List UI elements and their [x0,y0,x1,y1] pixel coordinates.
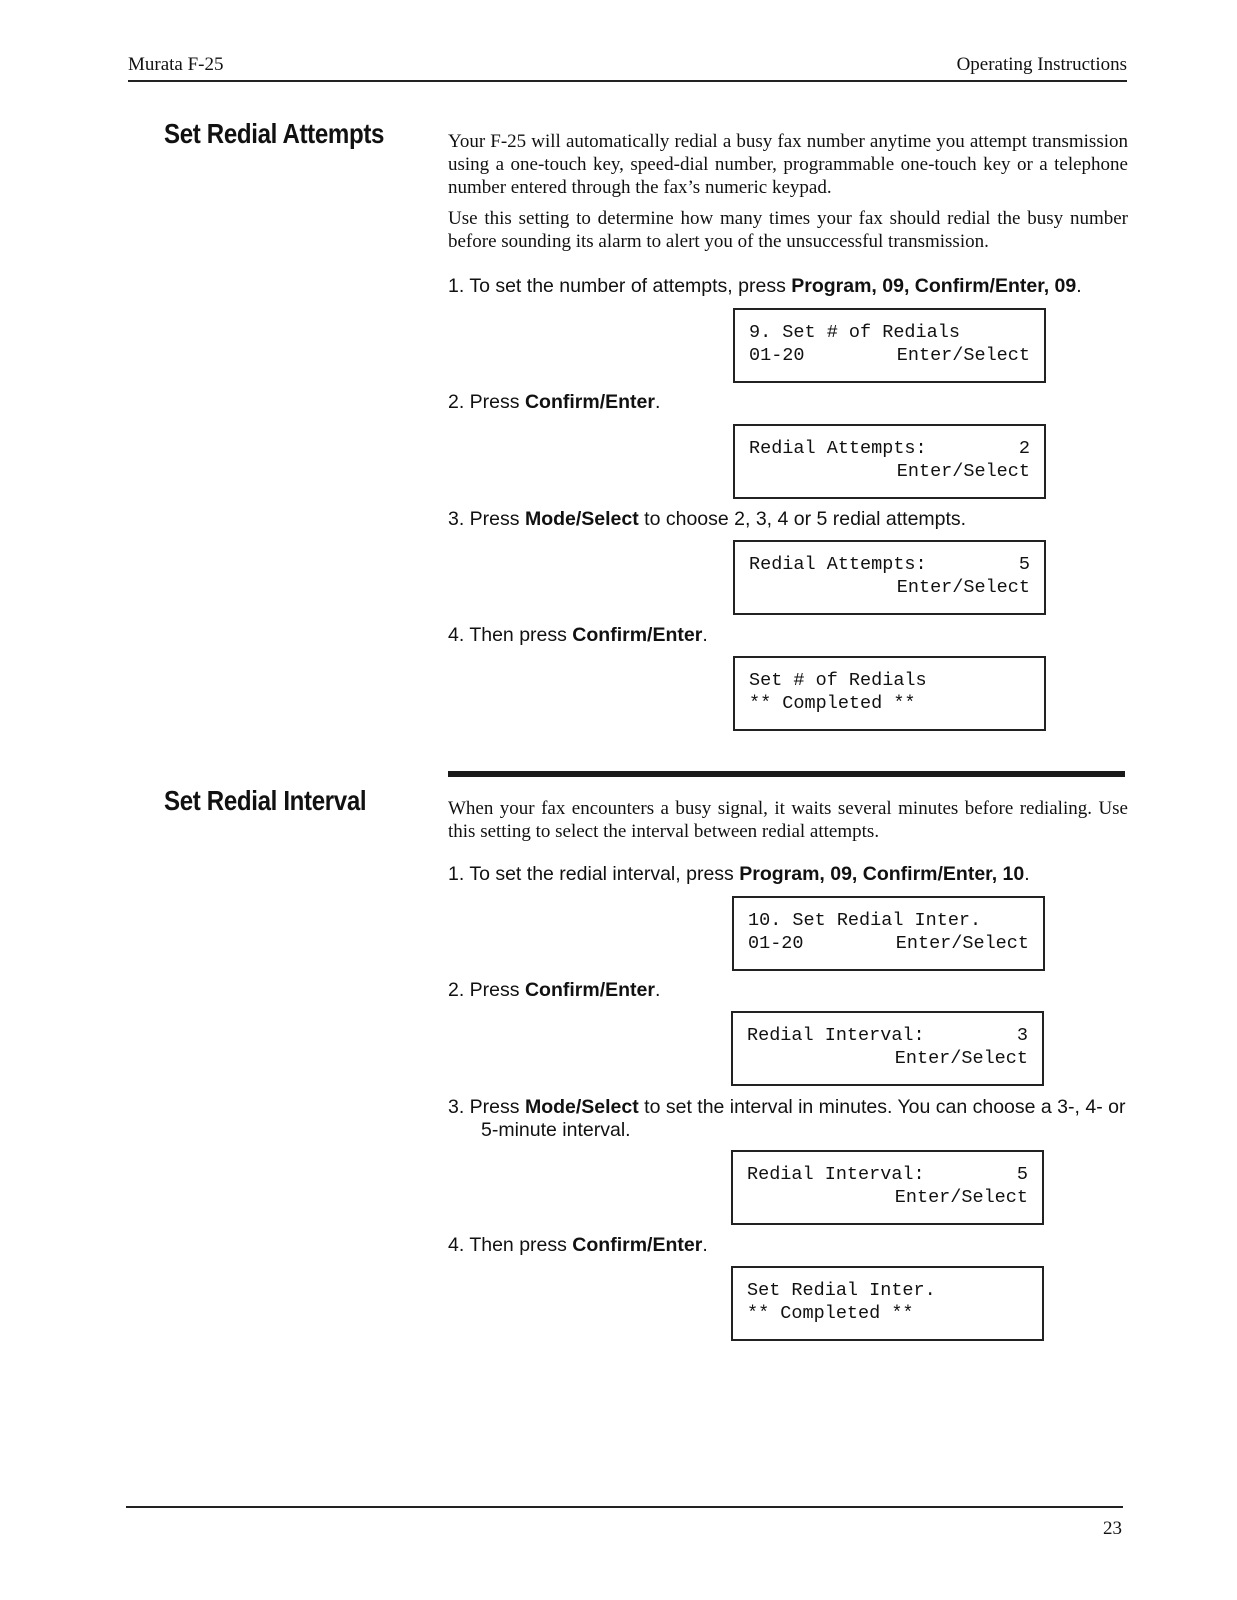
key-mode-select: Mode/Select [524,508,639,530]
section-divider [448,771,1125,777]
footer-rule [126,1506,1123,1508]
step-3-interval: 3. Press Mode/Select to set the interval in minutes. You can choose a 3-, 4- or 5-minute interval. [448,1096,1138,1142]
lcd-line-1: Set # of Redials [749,670,927,691]
step-3-continuation: 5-minute interval. [481,1119,631,1141]
lcd-line-1: Redial Interval: 5 [747,1164,1028,1185]
key-confirm-enter: Confirm/Enter [524,979,655,1001]
intro-paragraph: Your F-25 will automatically redial a busy fax number anytime you attempt transmission using a one-touch key, speed-dial number, programmable one-touch key or a telephone number entered through the fax’s numeric keypad. [448,131,1128,198]
lcd-line-2: 01-20 Enter/Select [748,933,1029,954]
key-confirm-enter: Confirm/Enter [572,1234,703,1256]
section-title-redial-attempts: Set Redial Attempts [164,118,385,149]
key-confirm-enter: Confirm/Enter [572,624,703,646]
header-manual-title: Operating Instructions [956,54,1127,75]
step-1-attempts: 1. To set the number of attempts, press Program, 09, Confirm/Enter, 09. [448,275,1082,297]
lcd-line-2: Enter/Select [896,577,1030,598]
lcd-line-1: 9. Set # of Redials [749,322,960,343]
lcd-display-interval-completed [731,1266,1044,1341]
step-1-interval: 1. To set the redial interval, press Program, 09, Confirm/Enter, 10. [448,863,1030,885]
lcd-display-redials-completed [733,656,1046,731]
page-number: 23 [1103,1518,1122,1539]
lcd-display-menu-9 [733,308,1046,383]
step-2-attempts: 2. Press Confirm/Enter. [448,391,661,413]
lcd-display-attempts-5 [733,540,1046,615]
running-header [128,54,1127,82]
step-3-attempts: 3. Press Mode/Select to choose 2, 3, 4 or 5 redial attempts. [448,508,967,530]
lcd-line-2: ** Completed ** [749,693,916,714]
lcd-display-menu-10 [732,896,1045,971]
lcd-display-interval-5 [731,1150,1044,1225]
usage-paragraph: Use this setting to determine how many times your fax should redial the busy number before sounding its alarm to alert you of the unsuccessful transmission. [448,208,1128,252]
lcd-line-1: Redial Attempts: 5 [749,554,1030,575]
lcd-line-2: Enter/Select [894,1187,1028,1208]
key-sequence: Program, 09, Confirm/Enter, 09 [791,275,1077,297]
lcd-line-1: 10. Set Redial Inter. [748,910,982,931]
lcd-line-2: Enter/Select [894,1048,1028,1069]
lcd-line-2: ** Completed ** [747,1303,914,1324]
lcd-line-2: 01-20 Enter/Select [749,345,1030,366]
interval-intro-paragraph: When your fax encounters a busy signal, it waits several minutes before redialing. Use this setting to select the interval between redial attempts. [448,798,1128,842]
key-mode-select: Mode/Select [524,1096,639,1118]
lcd-line-1: Set Redial Inter. [747,1280,936,1301]
lcd-line-1: Redial Interval: 3 [747,1025,1028,1046]
step-4-interval: 4. Then press Confirm/Enter. [448,1234,708,1256]
key-confirm-enter: Confirm/Enter [524,391,655,413]
lcd-line-1: Redial Attempts: 2 [749,438,1030,459]
lcd-display-interval-3 [731,1011,1044,1086]
lcd-display-attempts-2 [733,424,1046,499]
section-title-redial-interval: Set Redial Interval [164,785,367,816]
lcd-line-2: Enter/Select [896,461,1030,482]
key-sequence: Program, 09, Confirm/Enter, 10 [739,863,1025,885]
step-2-interval: 2. Press Confirm/Enter. [448,979,661,1001]
header-model: Murata F-25 [128,54,224,75]
step-4-attempts: 4. Then press Confirm/Enter. [448,624,708,646]
